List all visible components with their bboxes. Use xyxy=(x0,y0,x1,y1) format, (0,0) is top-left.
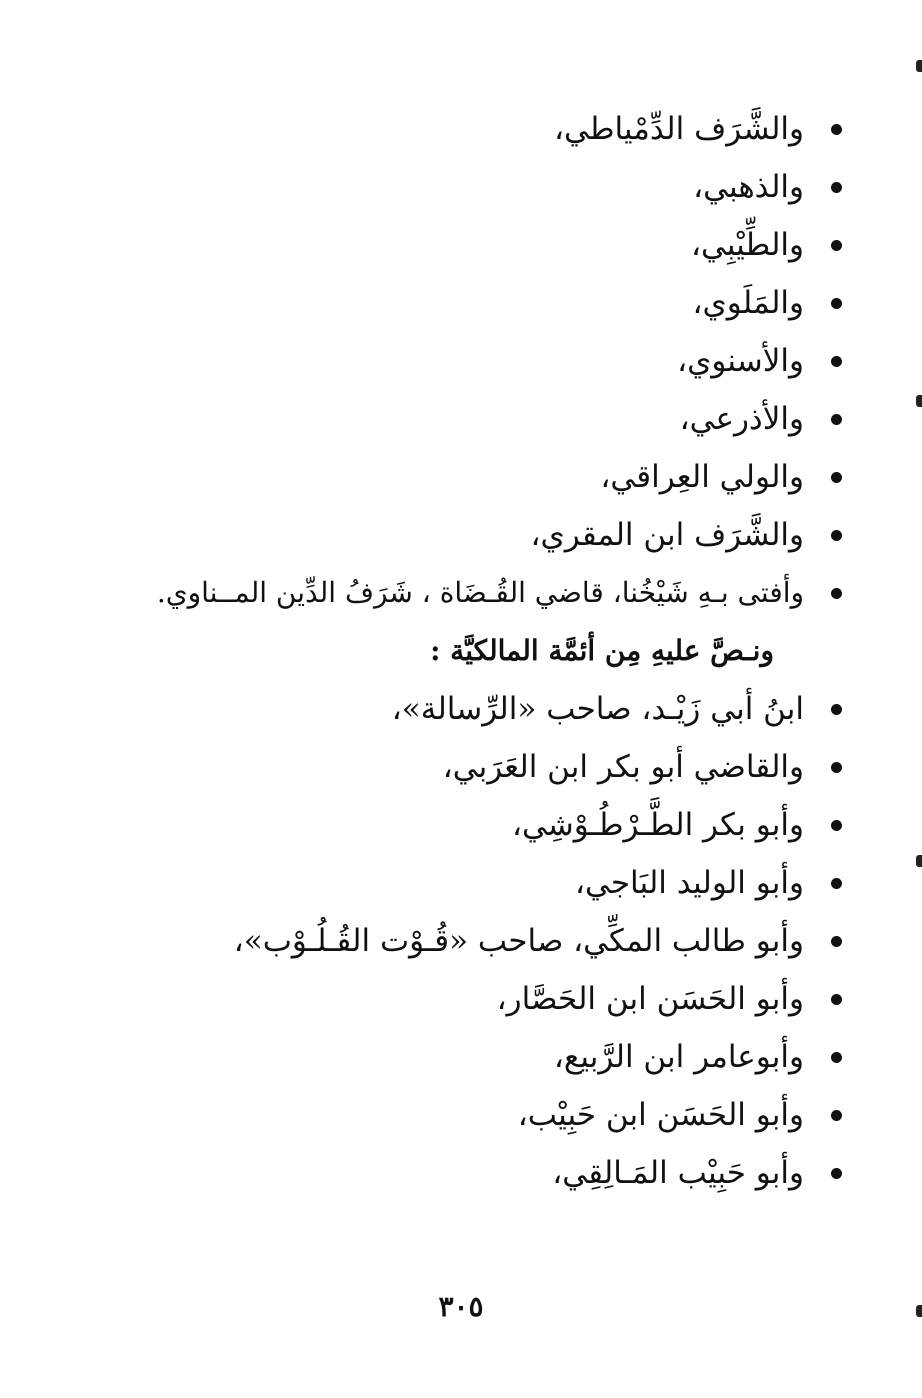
list-item xyxy=(92,158,852,216)
list-item xyxy=(92,274,852,332)
list-item-text: وأبو الحَسَن ابن حَبِيْب، xyxy=(517,1097,804,1133)
list-item xyxy=(92,680,852,738)
list-item-text: وأبو الحَسَن ابن الحَصَّار، xyxy=(496,981,804,1017)
list-item xyxy=(92,100,852,158)
list-item xyxy=(92,1028,852,1086)
list-item-text: والذهبي، xyxy=(693,169,804,205)
list-item xyxy=(92,912,852,970)
list-item-text: والولي العِراقي، xyxy=(600,459,804,495)
bullet-icon xyxy=(831,704,842,715)
bullet-icon xyxy=(831,240,842,251)
bullet-icon xyxy=(831,182,842,193)
bullet-icon xyxy=(831,936,842,947)
scan-edge-mark xyxy=(916,855,922,867)
bullet-icon xyxy=(831,1052,842,1063)
list-item xyxy=(92,390,852,448)
list-item xyxy=(92,332,852,390)
list-item xyxy=(92,854,852,912)
bullet-icon xyxy=(831,820,842,831)
bullet-icon xyxy=(831,1110,842,1121)
list-item xyxy=(92,216,852,274)
list-item xyxy=(92,1144,852,1202)
bullet-icon xyxy=(831,994,842,1005)
list-item xyxy=(92,506,852,564)
list-item xyxy=(92,796,852,854)
list-item-text: والأسنوي، xyxy=(677,343,804,379)
bullet-icon xyxy=(831,762,842,773)
list-item xyxy=(92,738,852,796)
bullet-icon xyxy=(831,124,842,135)
bullet-icon xyxy=(831,356,842,367)
list-item-text: والمَلَوي، xyxy=(692,285,804,321)
list-item-text: والأذرعي، xyxy=(679,401,804,437)
list-item-text: وأفتى بـهِ شَيْخُنا، قاضي القُـضَاة ، شَرَفُ الدِّين المــناوي. xyxy=(156,576,804,609)
bullet-icon xyxy=(831,878,842,889)
list-item-text: وأبو طالب المكِّي، صاحب «قُـوْت القُـلُـوْب»، xyxy=(233,923,804,959)
bullet-icon xyxy=(831,530,842,541)
list-item-text: والطِّيْبِي، xyxy=(690,227,804,263)
bullet-icon xyxy=(831,472,842,483)
list-item-text: والشَّرَف ابن المقري، xyxy=(530,517,804,553)
scholars-list xyxy=(92,100,852,1202)
list-item-text: وأبو حَبِيْب المَـالِقِي، xyxy=(552,1155,804,1191)
bullet-icon xyxy=(831,588,842,599)
list-item-text: والقاضي أبو بكر ابن العَرَبي، xyxy=(442,749,804,785)
list-item-text: وأبو بكر الطَّـرْطُـوْشِي، xyxy=(511,807,804,843)
list-item xyxy=(92,1086,852,1144)
list-item xyxy=(92,564,852,622)
list-item-text: ابنُ أبي زَيْـد، صاحب «الرِّسالة»، xyxy=(391,691,804,727)
list-item xyxy=(92,970,852,1028)
list-item-text: والشَّرَف الدِّمْياطي، xyxy=(553,111,804,147)
bullet-icon xyxy=(831,414,842,425)
section-heading: ونـصَّ عليهِ مِن أئمَّة المالكيَّة : xyxy=(430,634,774,667)
scan-edge-mark xyxy=(916,395,922,407)
scan-edge-mark xyxy=(916,60,922,72)
bullet-icon xyxy=(831,1168,842,1179)
list-item-text: وأبوعامر ابن الرَّبيع، xyxy=(553,1039,804,1075)
list-item-text: وأبو الوليد البَاجي، xyxy=(575,865,804,901)
list-item xyxy=(92,448,852,506)
page-number: ٣٠٥ xyxy=(438,1290,484,1323)
scan-edge-mark xyxy=(916,1305,922,1317)
bullet-icon xyxy=(831,298,842,309)
